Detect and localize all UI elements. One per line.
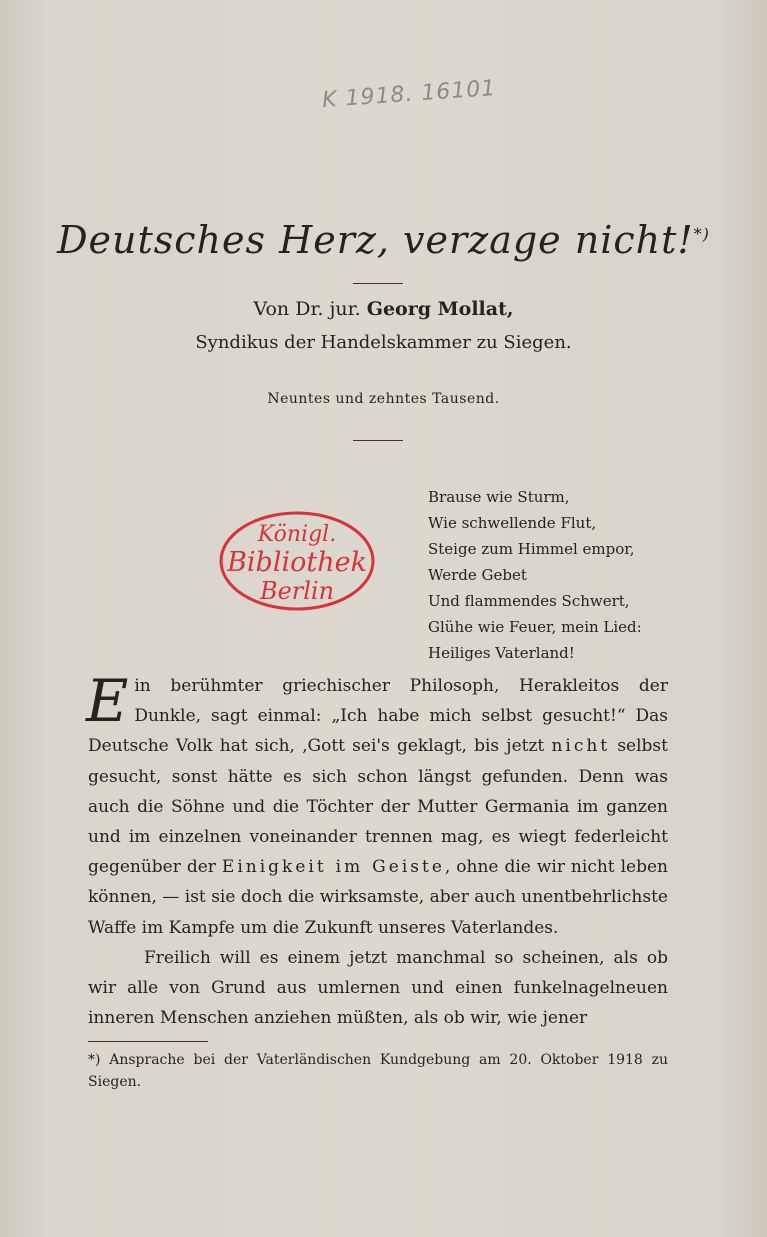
author-name: Georg Mollat, (366, 298, 514, 320)
body-text (86, 667, 669, 1033)
title-text: Deutsches Herz, verzage nicht! (57, 218, 694, 262)
page-title (0, 218, 767, 262)
poem-line: Brause wie Sturm, (428, 488, 570, 506)
poem-line: Werde Gebet (428, 566, 527, 584)
emphasis-spaced: nicht (551, 736, 611, 757)
poem-line: Wie schwellende Flut, (428, 514, 597, 532)
stamp-line-1: Königl. (257, 522, 337, 547)
footnote: *) Ansprache bei der Vaterländischen Kundgebung am 20. Oktober 1918 zu Siegen. (88, 1052, 668, 1090)
stamp-line-2: Bibliothek (227, 547, 367, 578)
emphasis-spaced: Einigkeit im Geiste (221, 857, 445, 878)
poem-line: Steige zum Himmel empor, (428, 540, 635, 558)
title-rule (353, 283, 403, 284)
author-prefix: Von Dr. jur. (253, 298, 361, 320)
author-role: Syndikus der Handelskammer zu Siegen. (195, 332, 572, 353)
poem-line: Glühe wie Feuer, mein Lied: (428, 618, 642, 636)
library-stamp (217, 509, 377, 613)
poem-line: Heiliges Vaterland! (428, 644, 575, 662)
paragraph-1-text-a: in berühmter griechischer Philosoph, Herakleitos der Dunkle, sagt einmal: „Ich habe mich selbst gesucht!“ Das Deutsche Volk hat sich, ‚Gott sei's geklagt, bis jetzt (88, 676, 668, 757)
edition-note: Neuntes und zehntes Tausend. (267, 391, 500, 407)
poem-line: Und flammendes Schwert, (428, 592, 630, 610)
paragraph-1 (86, 667, 669, 943)
paragraph-1-text-c: , ohne die wir nicht leben können, — ist sie doch die wirksamste, aber auch unentbehrlichste Waffe im Kampfe um die Zukunft unseres Vaterlandes. (88, 857, 669, 938)
drop-cap: E (86, 667, 129, 735)
paragraph-2: Freilich will es einem jetzt manchmal so scheinen, als ob wir alle von Grund aus umlernen und einen funkelnagelneuen inneren Menschen anziehen müßten, als ob wir, wie jener (88, 947, 668, 1029)
author-line (0, 298, 767, 320)
footnote-rule (88, 1041, 208, 1042)
section-rule (353, 440, 403, 441)
title-footnote-marker: *) (693, 224, 710, 244)
paragraph-1-text-b: selbst gesucht, sonst hätte es sich schon längst gefunden. Denn was auch die Söhne und die Töchter der Mutter Germania im ganzen und im einzelnen voneinander trennen mag, es wiegt federleicht gegenüber der (88, 736, 668, 878)
epigraph-poem (428, 484, 642, 666)
stamp-line-3: Berlin (259, 577, 335, 605)
handwritten-shelfmark: K 1918. 16101 (321, 75, 498, 114)
